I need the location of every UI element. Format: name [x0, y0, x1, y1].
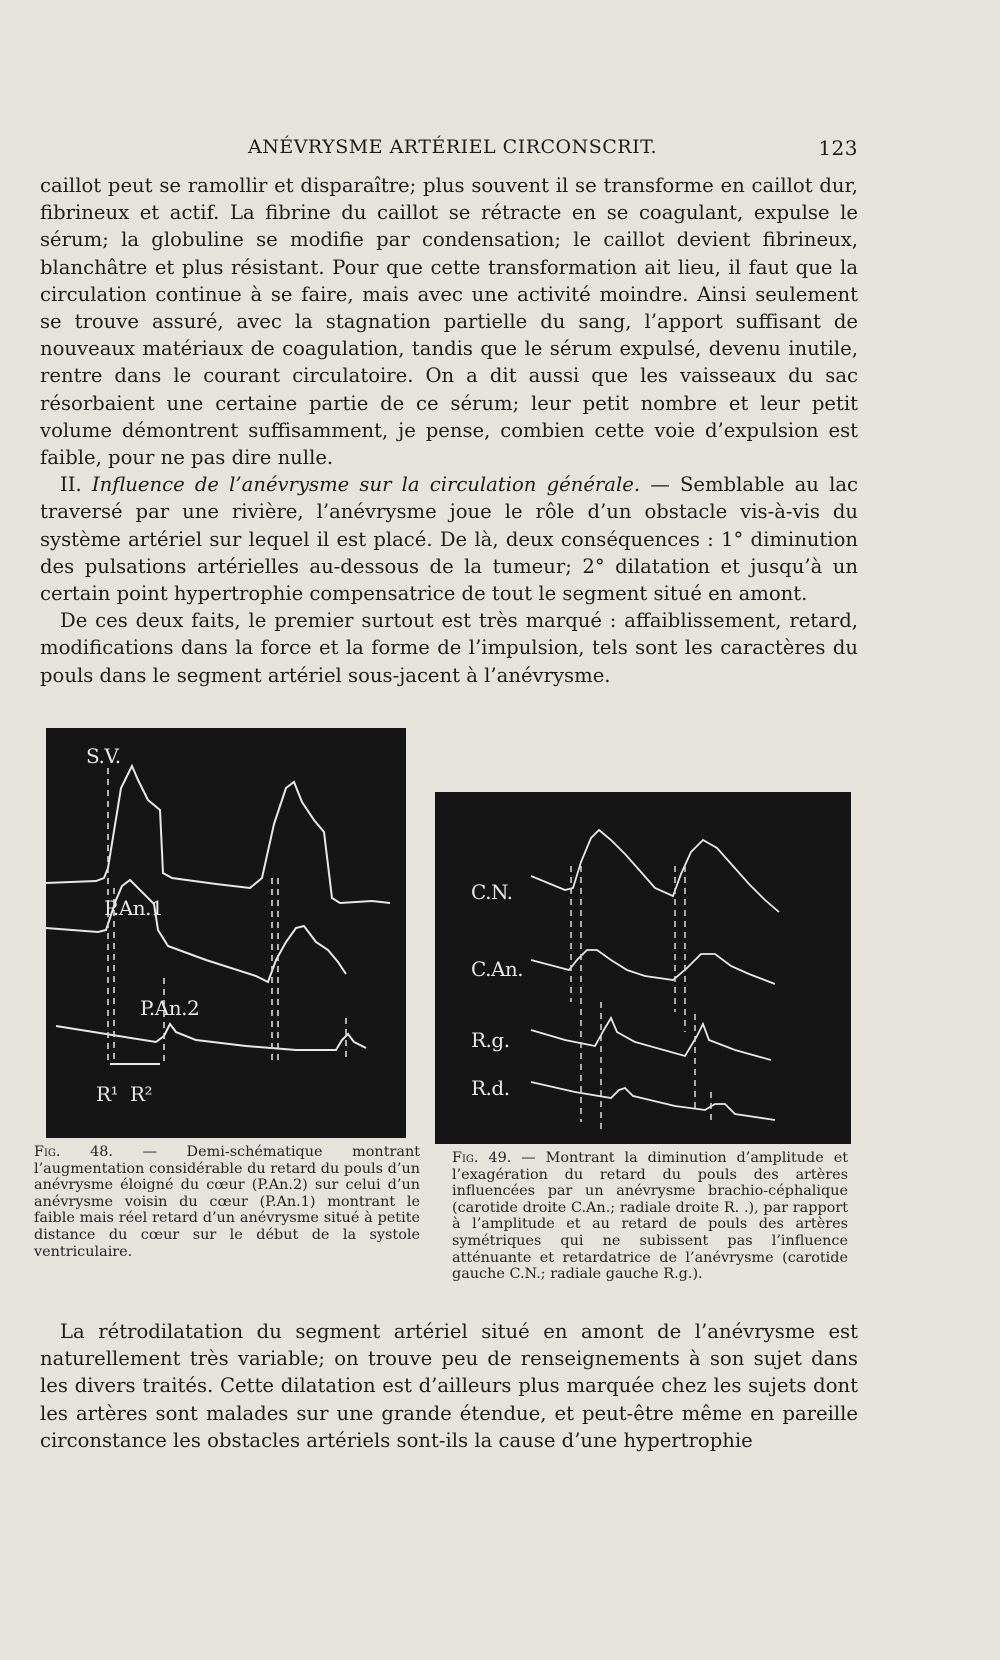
label-cn: C.N.	[471, 880, 513, 904]
paragraph-2-text: — Semblable au lac traversé par une rivière, l’anévrysme joue le rôle d’un obstacle vis-à-vis du système artériel sur lequel il est placé. De là, deux conséquences : 1° diminution des pulsations artérielles au-dessous de la tumeur; 2° dilatation et jusqu’à un certain point hypertrophie compensatrice de tout le segment situé en amont.	[40, 473, 858, 606]
paragraph-1: caillot peut se ramollir et disparaître; plus souvent il se transforme en caillot dur, fibrineux et actif. La fibrine du caillot se rétracte en se coagulant, expulse le sérum; la globuline se modifie par condensation; le caillot devient fibrineux, blanchâtre et plus résistant. Pour que cette transformation ait lieu, il faut que la circulation continue à se faire, mais avec une activité moindre. Ainsi seulement se trouve assuré, avec la stagnation partielle du sang, l’apport suffisant de nouveaux matériaux de coagulation, tandis que le sérum expulsé, devenu inutile, rentre dans le courant circulatoire. On a dit aussi que les vaisseaux du sac résorbaient une certaine partie de ce sérum; leur petit nombre et leur petit volume démontrent suffisamment, je pense, combien cette voie d’expulsion est faible, pour ne pas dire nulle.	[40, 174, 858, 470]
figure-48-caption-text: — Demi-schématique montrant l’augmentation considérable du retard du pouls d’un anévrysme éloigné du cœur (P.An.2) sur celui d’un anévrysme voisin du cœur (P.An.1) montrant le faible mais réel retard d’un anévrysme situé à petite distance du cœur sur le début de la systole ventriculaire.	[34, 1144, 420, 1260]
figure-49-caption-text: — Montrant la diminution d’amplitude et l’exagération du retard du pouls des artères influencées par un anévrysme brachio-céphalique (carotide droite C.An.; radiale droite R. .), par rapport à l’amplitude et au retard de pouls des artères symétriques qui ne subissent pas l’influence atténuante et retardatrice de l’anévrysme (carotide gauche C.N.; radiale gauche R.g.).	[452, 1150, 848, 1283]
paragraph-2	[40, 471, 858, 607]
text-block-lower	[40, 1318, 858, 1454]
figure-49-caption	[452, 1150, 848, 1283]
paragraph-4: La rétrodilatation du segment artériel situé en amont de l’anévrysme est naturellement très variable; on trouve peu de renseignements à son sujet dans les divers traités. Cette dilatation est d’ailleurs plus marquée chez les sujets dont les artères sont malades sur une grande étendue, et peut-être même en pareille circonstance les obstacles artériels sont-ils la cause d’une hypertrophie	[40, 1320, 858, 1452]
trace-rg	[531, 1018, 771, 1060]
figure-48-traces	[46, 728, 406, 1138]
trace-pan1	[46, 880, 346, 982]
running-title: ANÉVRYSME ARTÉRIEL CIRCONSCRIT.	[248, 136, 658, 158]
trace-can	[531, 950, 775, 984]
label-pan2: P.An.2	[140, 996, 200, 1020]
figure-49-number: Fig. 49.	[452, 1150, 512, 1166]
label-sv: S.V.	[86, 744, 121, 768]
trace-rd	[531, 1082, 775, 1120]
figure-48-number: Fig. 48.	[34, 1144, 113, 1160]
section-heading: Influence de l’anévrysme sur la circulation générale.	[91, 473, 641, 497]
label-rd: R.d.	[471, 1076, 510, 1100]
figure-48-caption	[34, 1144, 420, 1260]
label-r1: R¹	[96, 1082, 119, 1106]
label-can: C.An.	[471, 957, 524, 981]
section-number: II.	[60, 473, 82, 497]
trace-cn	[531, 830, 779, 912]
figure-49-plate	[435, 792, 851, 1144]
figure-48-plate	[46, 728, 406, 1138]
trace-sv	[46, 766, 390, 903]
text-block-upper	[40, 172, 858, 689]
label-pan1: P.An.1	[104, 896, 164, 920]
label-rg: R.g.	[471, 1028, 510, 1052]
label-r2: R²	[130, 1082, 153, 1106]
page-number: 123	[818, 136, 858, 160]
paragraph-3: De ces deux faits, le premier surtout est très marqué : affaiblissement, retard, modifications dans la force et la forme de l’impulsion, tels sont les caractères du pouls dans le segment artériel sous-jacent à l’anévrysme.	[40, 609, 858, 687]
trace-pan2	[56, 1024, 366, 1050]
